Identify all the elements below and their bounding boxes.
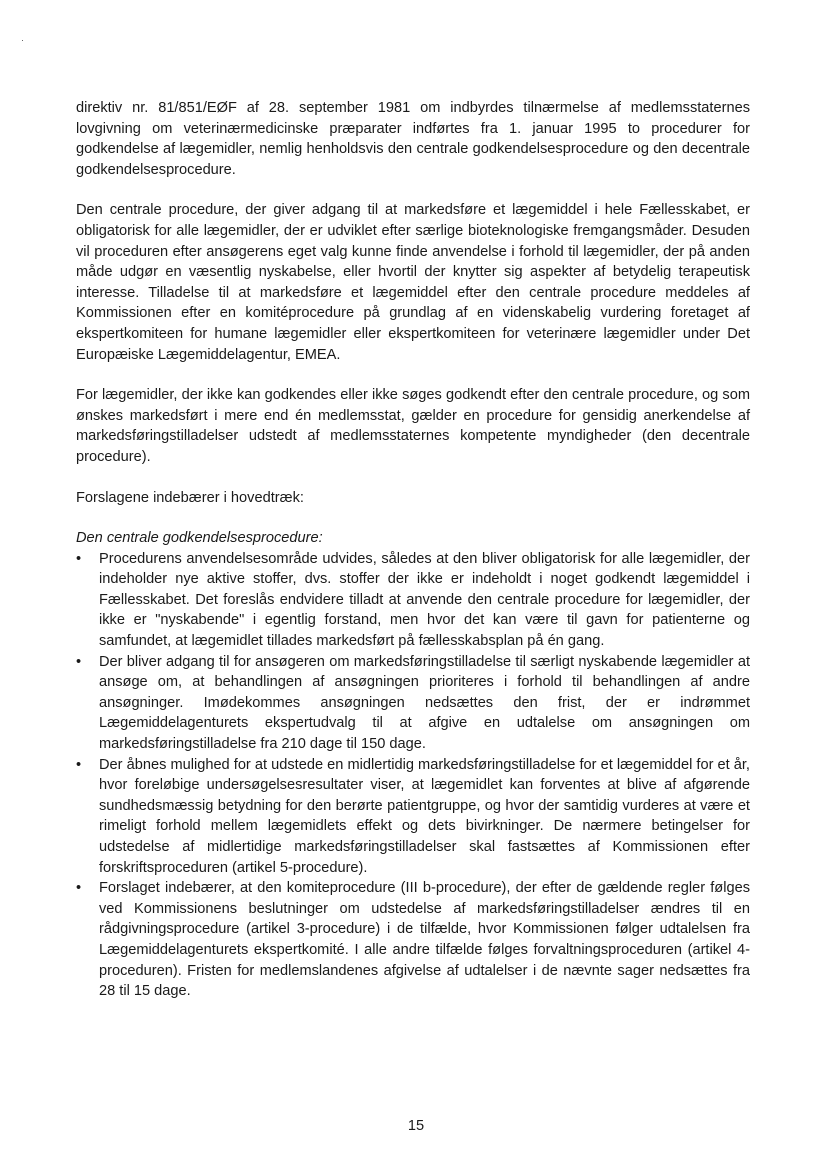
- scan-speck: [22, 40, 23, 41]
- section-heading: Den centrale godkendelsesprocedure:: [76, 530, 323, 547]
- paragraph-central-procedure: Den centrale procedure, der giver adgang til at markedsføre et lægemiddel i hele Fællesskabet, er obligatorisk for alle lægemidler, der er udviklet efter særlige bioteknologiske fremgangsmåder. Desuden vil proceduren efter ansøgerens eget valg kunne finde anvendelse i forhold til lægemidler, der på anden måde udgør en væsentlig nyskabelse, eller hvortil der knytter sig aspekter af betydelig terapeutisk interesse. Tilladelse til at markedsføre et lægemiddel efter den centrale procedure meddeles af Kommissionen efter en komitéprocedure på grundlag af en videnskabelig vurdering foretaget af ekspertkomiteen for humane lægemidler eller ekspertkomiteen for veterinære lægemidler under Det Europæiske Lægemiddelagentur, EMEA.: [76, 202, 750, 363]
- list-item-text: Der bliver adgang til for ansøgeren om markedsføringstilladelse til særligt nyskabende lægemidler at ansøge om, at behandlingen af ansøgningen prioriteres i forhold til behandlingen af andre ansøgninger. Imødekommes ansøgningen nedsættes den frist, der er indrømmet Lægemiddelagenturets ekspertudvalg til at afgive en udtalelse om ansøgningen om markedsføringstilladelse fra 210 dage til 150 dage.: [99, 653, 750, 753]
- paragraph-decentral-procedure: For lægemidler, der ikke kan godkendes eller ikke søges godkendt efter den centrale procedure, og som ønskes markedsført i mere end én medlemsstat, gælder en procedure for gensidig anerkendelse af markedsføringstilladelser udstedt af medlemsstaternes kompetente myndigheder (den decentrale procedure).: [76, 387, 750, 465]
- list-item: [76, 652, 750, 755]
- bullet-list: [76, 549, 750, 1002]
- list-item-text: Forslaget indebærer, at den komiteprocedure (III b-procedure), der efter de gældende regler følges ved Kommissionens beslutninger om udstedelse af markedsføringstilladelser ændres til en rådgivningsprocedure (artikel 3-procedure) i de tilfælde, hvor Kommissionen følger udtalelsen fra Lægemiddelagenturets ekspertkomité. I alle andre tilfælde følges forvaltningsproceduren (artikel 4-proceduren). Fristen for medlemslandenes afgivelse af udtalelser i de nævnte sager nedsættes fra 28 til 15 dage.: [99, 880, 750, 1000]
- list-item: [76, 549, 750, 652]
- bullet-icon: •: [76, 880, 82, 897]
- document-body: [76, 98, 750, 1002]
- list-item: [76, 878, 750, 1002]
- intro-line: Forslagene indebærer i hovedtræk:: [76, 489, 304, 506]
- list-item-text: Der åbnes mulighed for at udstede en midlertidig markedsføringstilladelse for et lægemiddel for et år, hvor foreløbige undersøgelsesresultater viser, at lægemidlet kan forventes at blive af afgørende sundhedsmæssig betydning for den berørte patientgruppe, og hvor der samtidig vurderes at være et rimeligt forhold mellem lægemidlets effekt og dets bivirkninger. De nærmere betingelser for udstedelse af midlertidige markedsføringstilladelser skal fastsættes af Kommissionen efter forskriftsproceduren (artikel 5-procedure).: [99, 756, 750, 876]
- paragraph-directive: direktiv nr. 81/851/EØF af 28. september 1981 om indbyrdes tilnærmelse af medlemsstaternes lovgivning om veterinærmedicinske præparater indførtes fra 1. januar 1995 to procedurer for godkendelse af lægemidler, nemlig henholdsvis den centrale godkendelsesprocedure og den decentrale godkendelsesprocedure.: [76, 100, 750, 178]
- bullet-icon: •: [76, 550, 82, 567]
- page-number: 15: [407, 1118, 425, 1134]
- bullet-icon: •: [76, 756, 82, 773]
- list-item: [76, 755, 750, 879]
- list-item-text: Procedurens anvendelsesområde udvides, således at den bliver obligatorisk for alle lægemidler, der indeholder nye aktive stoffer, dvs. stoffer der ikke er indeholdt i noget godkendt lægemiddel i Fællesskabet. Det foreslås endvidere tilladt at anvende den centrale procedure for lægemidler, der ikke er "nyskabende" i egentlig forstand, men hvor det kan være til gavn for patienterne og samfundet, at lægemidlet tillades markedsført på fællesskabsplan på én gang.: [99, 550, 750, 650]
- bullet-icon: •: [76, 653, 82, 670]
